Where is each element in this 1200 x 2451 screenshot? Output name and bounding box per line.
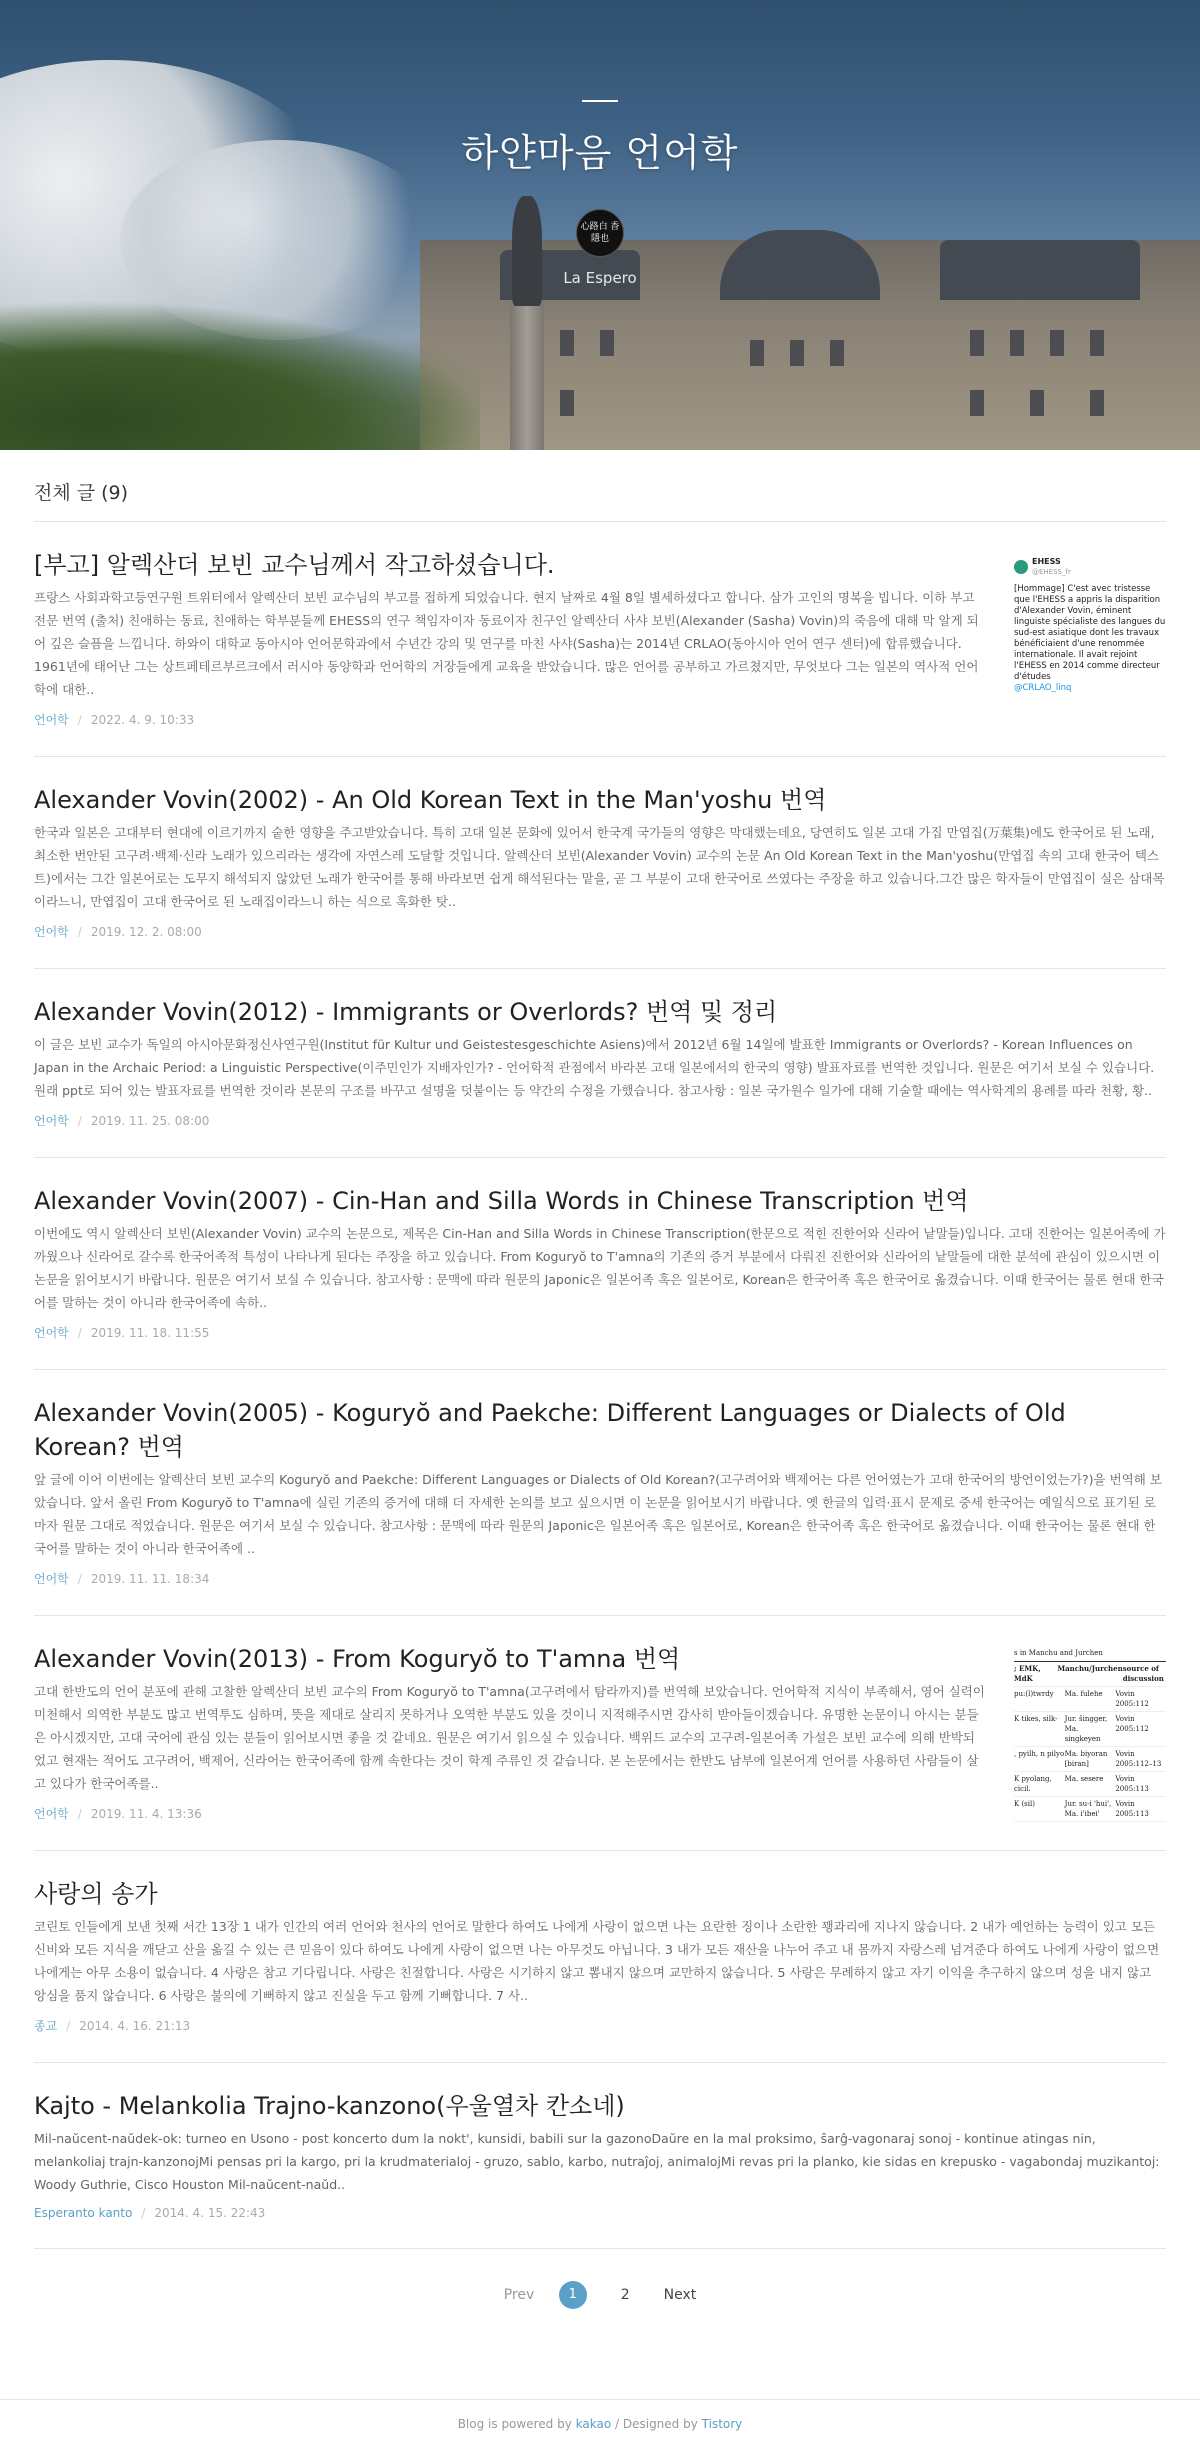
tistory-link[interactable]: Tistory: [701, 2417, 743, 2431]
page-link-1[interactable]: 1: [559, 2281, 587, 2309]
post-category[interactable]: Esperanto kanto: [34, 2206, 133, 2220]
list-heading: 전체 글 (9): [34, 478, 1166, 522]
post-item[interactable]: [34, 757, 1166, 969]
post-title[interactable]: Alexander Vovin(2007) - Cin-Han and Silla Words in Chinese Transcription 번역: [34, 1187, 969, 1215]
post-summary[interactable]: 이번에도 역시 알렉산더 보빈(Alexander Vovin) 교수의 논문으로, 제목은 Cin-Han and Silla Words in Chinese Transcription(한문으로 적힌 진한어와 신라어 낱말들)입니다. 고대 진한어는 일본어족에 가까웠으나 신라어로 갈수록 한국어족적 특성이 나타나게 된다는 주장을 하고 있습니다. From Koguryŏ to T'amna의 기존의 증거 부분에서 다뤄진 진한어와 신라어의 낱말들에 대한 분석에 관심이 있으시면 이 논문을 읽어보시기 바랍니다. 원문은 여기서 보실 수 있습니다. 참고사항 : 문맥에 따라 원문의 Japonic은 일본어족 혹은 일본어로, Korean은 한국어족 혹은 한국어로 옮겼습니다. 이때 한국어는 물론 현대 한국어를 말하는 것이 아니라 한국어족에 속하..: [34, 1226, 1166, 1310]
post-meta: 언어학 / 2022. 4. 9. 10:33: [34, 713, 195, 727]
post-item[interactable]: [34, 1616, 1166, 1851]
post-meta: 언어학 / 2019. 11. 11. 18:34: [34, 1572, 210, 1586]
page-link-2[interactable]: 2: [620, 2287, 630, 2303]
thumb-account-handle: @EHESS_fr: [1032, 568, 1071, 576]
post-list: [34, 450, 1166, 2345]
column-decoration: [510, 300, 544, 450]
post-thumbnail[interactable]: [1014, 1648, 1166, 1818]
thumb-text: [Hommage] C'est avec tristesse que l'EHESS a appris la disparition d'Alexander Vovin, éminent linguiste spécialiste des langues du sud-est asiatique dont les travaux bénéficiaient d'une renommée internationale. Il avait rejoint l'EHESS en 2014 comme directeur d'études: [1014, 584, 1166, 682]
post-item[interactable]: [34, 522, 1166, 757]
post-summary[interactable]: 코린토 인들에게 보낸 첫째 서간 13장 1 내가 인간의 여러 언어와 천사의 언어로 말한다 하여도 나에게 사랑이 없으면 나는 요란한 징이나 소란한 꽹과리에 지나지 않습니다. 2 내가 예언하는 능력이 있고 모든 신비와 모든 지식을 깨닫고 산을 옮길 수 있는 큰 믿음이 있다 하여도 나에게 사랑이 없으면 나는 아무것도 아닙니다. 3 내가 모든 재산을 나누어 주고 내 몸까지 자랑스레 넘겨준다 하여도 나에게 사랑이 없으면 나에게는 아무 소용이 없습니다. 4 사랑은 참고 기다립니다. 사랑은 친절합니다. 사랑은 시기하지 않고 뽐내지 않으며 교만하지 않습니다. 5 사랑은 무례하지 않고 자기 이익을 추구하지 않으며 성을 내지 않고 앙심을 품지 않습니다. 6 사랑은 불의에 기뻐하지 않고 진실을 두고 함께 기뻐합니다. 7 사..: [34, 1919, 1160, 2003]
thumb-table-cell: Ma. biyoran [biran]: [1064, 1750, 1108, 1768]
post-category[interactable]: 언어학: [34, 1572, 69, 1586]
post-category[interactable]: 언어학: [34, 925, 69, 939]
post-title[interactable]: [부고] 알렉산더 보빈 교수님께서 작고하셨습니다.: [34, 551, 555, 579]
blog-header: [0, 0, 1200, 450]
post-title[interactable]: Kajto - Melankolia Trajno-kanzono(우울열차 칸소네): [34, 2092, 625, 2120]
thumb-link: @CRLAO_linq: [1014, 683, 1072, 693]
site-footer: [0, 2399, 1200, 2451]
prev-page-link[interactable]: Prev: [503, 2287, 535, 2303]
footer-powered-text: Blog is powered by: [457, 2417, 572, 2431]
thumb-table-row: [1014, 1712, 1166, 1747]
thumb-caption: s in Manchu and Jurchen: [1014, 1648, 1166, 1662]
thumb-table-cell: K tikes, silk-: [1014, 1715, 1058, 1723]
post-date: 2014. 4. 16. 21:13: [79, 2019, 191, 2033]
ehess-logo-icon: [1014, 560, 1028, 574]
post-summary[interactable]: 앞 글에 이어 이번에는 알렉산더 보빈 교수의 Koguryŏ and Paekche: Different Languages or Dialects of Old Korean?(고구려어와 백제어는 다른 언어였는가 고대 한국어의 방언이었는가?)을 번역해 보았습니다. 앞서 올린 From Koguryŏ to T'amna에 실린 기존의 증거에 대해 더 자세한 논의를 보고 싶으시면 이 논문을 읽어보시기 바랍니다. 옛 한글의 입력·표시 문제로 중세 한국어는 예일식으로 표기된 로마자 원문 그대로 적었습니다. 원문은 여기서 보실 수 있습니다. 참고사항 : 문맥에 따라 원문의 Japonic은 일본어족 혹은 일본어로, Korean은 한국어족 혹은 한국어로 옮겼습니다. 이때 한국어는 물론 현대 한국어를 말하는 것이 아니라 한국어족에 ..: [34, 1472, 1162, 1556]
post-meta: 종교 / 2014. 4. 16. 21:13: [34, 2019, 191, 2033]
post-title[interactable]: Alexander Vovin(2002) - An Old Korean Text in the Man'yoshu 번역: [34, 786, 827, 814]
post-thumbnail[interactable]: [1014, 556, 1166, 702]
thumb-account-name: EHESS: [1032, 557, 1061, 566]
footer-designed-text: / Designed by: [615, 2417, 698, 2431]
thumb-table-cell: K (sil): [1014, 1800, 1035, 1808]
post-title[interactable]: Alexander Vovin(2012) - Immigrants or Overlords? 번역 및 정리: [34, 998, 778, 1026]
thumb-table-row: [1014, 1687, 1166, 1712]
thumb-table-cell: Jur. šingger, Ma. singkeyen: [1064, 1715, 1108, 1743]
post-title[interactable]: 사랑의 송가: [34, 1880, 158, 1908]
thumb-table-cell: Vovin 2005:113: [1115, 1800, 1149, 1818]
post-date: 2019. 11. 25. 08:00: [90, 1114, 210, 1128]
thumb-table-cell: , pyilh, n pilyo: [1014, 1750, 1065, 1758]
post-date: 2019. 11. 11. 18:34: [90, 1572, 210, 1586]
post-meta: 언어학 / 2019. 11. 4. 13:36: [34, 1807, 202, 1821]
post-summary[interactable]: 한국과 일본은 고대부터 현대에 이르기까지 숱한 영향을 주고받았습니다. 특히 고대 일본 문화에 있어서 한국계 국가들의 영향은 막대했는데요, 당연히도 일본 고대 가집 만엽집(万葉集)에도 한국어로 된 노래, 최소한 번안된 고구려·백제·신라 노래가 있으리라는 생각에 자연스레 도달할 것입니다. 알렉산더 보빈(Alexander Vovin) 교수의 논문 An Old Korean Text in the Man'yoshu(만엽집 속의 고대 한국어 텍스트)에서는 그간 일본어로는 도무지 해석되지 않았던 노래가 한국어를 통해 바라보면 쉽게 해석된다는 맡을, 곧 그 부분이 고대 한국어로 쓰였다는 주장을 하고 있습니다.그간 많은 학자들이 만엽집이 실은 삼대목이라느니, 만엽집이 고대 한국어로 된 노래집이라느니 하는 식으로 혹화한 탓..: [34, 825, 1165, 909]
post-meta: 언어학 / 2019. 11. 25. 08:00: [34, 1114, 210, 1128]
post-category[interactable]: 언어학: [34, 1326, 69, 1340]
thumb-table-cell: source of discussion: [1122, 1664, 1164, 1683]
thumb-table-cell: Ma. sesere: [1064, 1775, 1104, 1783]
post-summary[interactable]: Mil-naŭcent-naŭdek-ok: turneo en Usono - post koncerto dum la nokt', kunsidi, babili sur la gazonoDaŭre en la mal proksimo, ŝarĝ-vagonaraj sonoj - kontinue atingas nin, melankoliaj trajn-kanzonojMi pensas pri la kargo, pri la krudmaterialoj - gruzo, sablo, karbo, nutraĵoj, animalojMi revas pri la planko, kie sidas en krepusko - vagabondaj muzikantoj: Woody Guthrie, Cisco Houston Mil-naŭcent-naŭd..: [34, 2131, 1160, 2192]
post-date: 2022. 4. 9. 10:33: [90, 713, 195, 727]
post-summary[interactable]: 고대 한반도의 언어 분포에 관해 고찰한 알렉산더 보빈 교수의 From Koguryŏ to T'amna(고구려에서 탐라까지)를 번역해 보았습니다. 언어학적 지식이 부족해서, 영어 실력이 미천해서 의역한 부분도 많고 번역투도 심하며, 뜻을 제대로 살리지 못하거나 오역한 부분도 있을 것이니 지적해주시면 감사히 받아들이겠습니다. 유명한 논문이니 아시는 분들은 아시겠지만, 고대 국어에 관심 있는 분들이 읽어보시면 좋을 것 같네요. 원문은 여기서 읽으실 수 있습니다. 백위드 교수의 고구려-일본어족 가설은 보빈 교수에 의해 반박되었고 현재는 적어도 고구려어, 백제어, 신라어는 한국어족에 함께 속한다는 것이 학계 주류인 것 같습니다. 본 논문에서는 한반도 남부에 일본어계 언어를 사용하던 사람들이 살고 있다가 한국어족를..: [34, 1684, 985, 1791]
post-meta: 언어학 / 2019. 11. 18. 11:55: [34, 1326, 210, 1340]
thumb-table-cell: Vovin 2005:112: [1115, 1690, 1149, 1708]
post-item[interactable]: [34, 2063, 1166, 2249]
blog-title[interactable]: 하얀마음 언어학: [461, 131, 739, 175]
title-divider: [582, 100, 618, 102]
thumb-table-cell: K pyolang, cicil.: [1014, 1775, 1052, 1793]
post-date: 2019. 11. 18. 11:55: [90, 1326, 210, 1340]
post-category[interactable]: 종교: [34, 2019, 58, 2033]
thumb-table-cell: Vovin 2005:112: [1115, 1715, 1149, 1733]
avatar-text: 心路白 香隱也: [580, 222, 620, 244]
pagination: [34, 2249, 1166, 2345]
thumb-table-cell: Vovin 2005:113: [1115, 1775, 1149, 1793]
blog-owner: La Espero: [563, 269, 637, 287]
post-summary[interactable]: 이 글은 보빈 교수가 독일의 아시아문화정신사연구원(Institut für Kultur und Geistestesgeschichte Asiens)에서 2012년 6월 14일에 발표한 Immigrants or Overlords? - Korean Influences on Japan in the Archaic Period: a Linguistic Perspective(이주민인가 지배자인가? - 언어학적 관점에서 바라본 고대 일본에서의 한국의 영향) 발표자료를 번역한 것입니다. 원문은 여기서 보실 수 있습니다. 원래 ppt로 되어 있는 발표자료를 번역한 것이라 본문의 구조를 바꾸고 설명을 덧붙이는 등 약간의 수정을 가했습니다. 참고사항 : 일본 국가원수 일가에 대해 기술할 때에는 역사학계의 용례를 따라 천황, 황..: [34, 1037, 1155, 1098]
thumb-table-cell: Vovin 2005:112–13: [1115, 1750, 1162, 1768]
post-category[interactable]: 언어학: [34, 713, 69, 727]
post-category[interactable]: 언어학: [34, 1114, 69, 1128]
post-summary[interactable]: 프랑스 사회과학고등연구원 트위터에서 알렉산더 보빈 교수님의 부고를 접하게 되었습니다. 현지 날짜로 4월 8일 별세하셨다고 합니다. 삼가 고인의 명복을 빕니다. 이하 부고 전문 번역 (출처) 친애하는 동료, 친애하는 학부분들께 EHESS의 연구 책임자이자 동료이자 친구인 알렉산더 사샤 보빈(Alexander (Sasha) Vovin)의 죽음에 대해 막 알게 되어 깊은 슬픔을 느낍니다. 하와이 대학교 동아시아 언어문학과에서 수년간 강의 및 연구를 마친 사샤(Sasha)는 2014년 CRLAO(동아시아 언어 연구 센터)에 합류했습니다. 1961년에 태어난 그는 상트페테르부르크에서 러시아 동양학과 언어학의 거장들에게 교육을 받았습니다. 많은 언어를 공부하고 가르쳤지만, 무엇보다 그는 일본의 역사적 언어학에 대한..: [34, 590, 979, 697]
post-title[interactable]: Alexander Vovin(2005) - Koguryŏ and Paekche: Different Languages or Dialects of Old Korean? 번역: [34, 1399, 1066, 1461]
post-item[interactable]: [34, 1851, 1166, 2063]
thumb-table-row: [1014, 1797, 1166, 1822]
post-meta: Esperanto kanto / 2014. 4. 15. 22:43: [34, 2206, 266, 2220]
avatar[interactable]: [576, 209, 624, 257]
post-title[interactable]: Alexander Vovin(2013) - From Koguryŏ to T'amna 번역: [34, 1645, 681, 1673]
thumb-table-row: [1014, 1747, 1166, 1772]
thumb-table-header: [1014, 1662, 1166, 1687]
post-item[interactable]: [34, 969, 1166, 1158]
post-date: 2014. 4. 15. 22:43: [154, 2206, 266, 2220]
thumb-table-cell: ; EMK, MdK: [1014, 1664, 1041, 1683]
thumb-table-cell: Jur. su-i 'hui', Ma. i'ibei': [1064, 1800, 1112, 1818]
trees-decoration: [0, 300, 480, 450]
post-category[interactable]: 언어학: [34, 1807, 69, 1821]
post-date: 2019. 11. 4. 13:36: [90, 1807, 202, 1821]
thumb-table-cell: Ma. fulehe: [1064, 1690, 1103, 1698]
thumb-table-cell: pu:(l)twrdy: [1014, 1690, 1054, 1698]
post-date: 2019. 12. 2. 08:00: [90, 925, 202, 939]
kakao-link[interactable]: kakao: [575, 2417, 612, 2431]
post-meta: 언어학 / 2019. 12. 2. 08:00: [34, 925, 202, 939]
thumb-table-cell: Manchu/Jurchen: [1057, 1664, 1123, 1673]
post-item[interactable]: [34, 1370, 1166, 1616]
next-page-link[interactable]: Next: [663, 2287, 697, 2303]
thumb-table-row: [1014, 1772, 1166, 1797]
post-item[interactable]: [34, 1158, 1166, 1370]
